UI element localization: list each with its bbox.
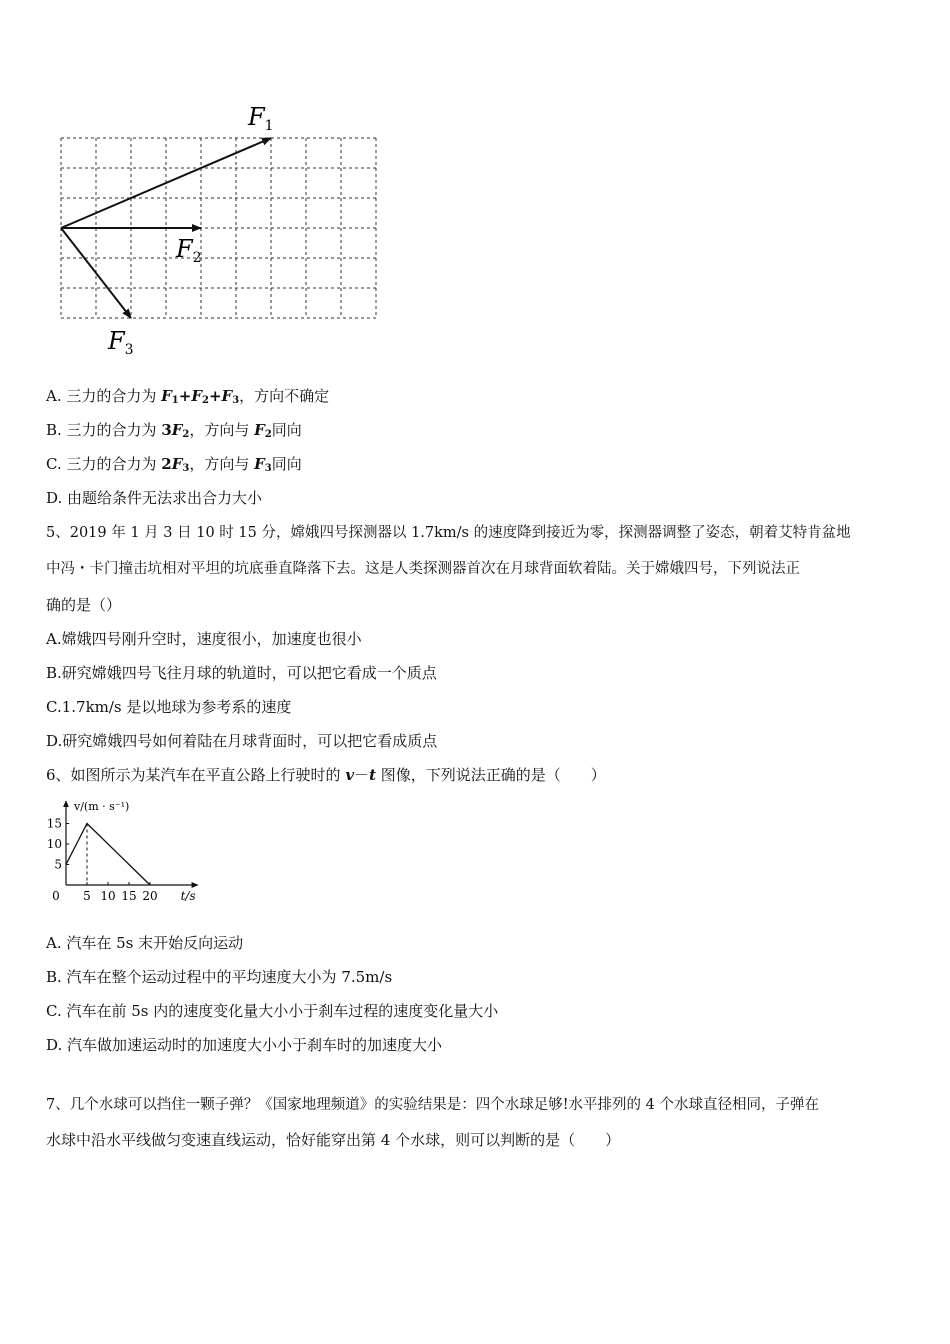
q5-stem-line-3: 确的是（） [46,596,122,614]
q5-option-c: C.1.7km/s 是以地球为参考系的速度 [46,698,292,716]
q4-option-a: A. 三力的合力为 $F_1+F_2+F_3$，方向不确定 [46,387,330,406]
q5-option-d: D.研究嫦娥四号如何着陆在月球背面时，可以把它看成质点 [46,732,438,750]
x-tick-label: 5 [83,889,91,903]
y-tick-label: 5 [54,857,62,872]
velocity-series-line [66,824,150,886]
q4-option-c: C. 三力的合力为 $2F_3$，方向与 $F_3$同向 [46,455,302,474]
q4-option-b: B. 三力的合力为 $3F_2$，方向与 $F_2$同向 [46,421,302,440]
q5-stem-line-2: 中冯・卡门撞击坑相对平坦的坑底垂直降落下去。这是人类探测器首次在月球背面软着陆。关于嫦娥四号，下列说法正 [46,561,800,577]
q7-stem-line-1: 7、几个水球可以挡住一颗子弹？《国家地理频道》的实验结果是：四个水球足够!水平排列的 4 个水球直径相同，子弹在 [46,1097,819,1113]
q6-option-c: C. 汽车在前 5s 内的速度变化量大小小于刹车过程的速度变化量大小 [46,1002,499,1020]
x-axis-label: t/s [180,889,196,903]
force-vector-figure [40,95,390,365]
y-tick-label: 15 [46,816,62,831]
y-tick-label: 10 [46,837,62,851]
q5-option-b: B.研究嫦娥四号飞往月球的轨道时，可以把它看成一个质点 [46,664,437,682]
vt-graph [44,795,204,910]
x-tick-label: 0 [52,889,60,903]
q6-option-d: D. 汽车做加速运动时的加速度大小小于刹车时的加速度大小 [46,1036,443,1054]
x-tick-label: 20 [142,889,158,903]
x-tick-label: 10 [100,889,116,903]
f2-label: $F_2$ [176,235,202,266]
y-axis-label: v/(m · s⁻¹) [74,800,130,813]
q5-option-a: A.嫦娥四号刚升空时，速度很小，加速度也很小 [46,630,362,648]
q6-stem: 6、如图所示为某汽车在平直公路上行驶时的 v－t 图像，下列说法正确的是（ ） [46,766,606,784]
q6-option-b: B. 汽车在整个运动过程中的平均速度大小为 7.5m/s [46,968,393,986]
q4-option-d: D. 由题给条件无法求出合力大小 [46,489,263,507]
f1-label: $F_1$ [248,103,274,134]
q7-stem-line-2: 水球中沿水平线做匀变速直线运动，恰好能穿出第 4 个水球，则可以判断的是（ ） [46,1131,621,1149]
q5-stem-line-1: 5、2019 年 1 月 3 日 10 时 15 分，嫦娥四号探测器以 1.7km/s 的速度降到接近为零，探测器调整了姿态，朝着艾特肯盆地 [46,525,851,541]
q6-option-a: A. 汽车在 5s 末开始反向运动 [46,934,244,952]
x-tick-label: 15 [121,889,137,903]
f3-label: $F_3$ [108,327,134,358]
